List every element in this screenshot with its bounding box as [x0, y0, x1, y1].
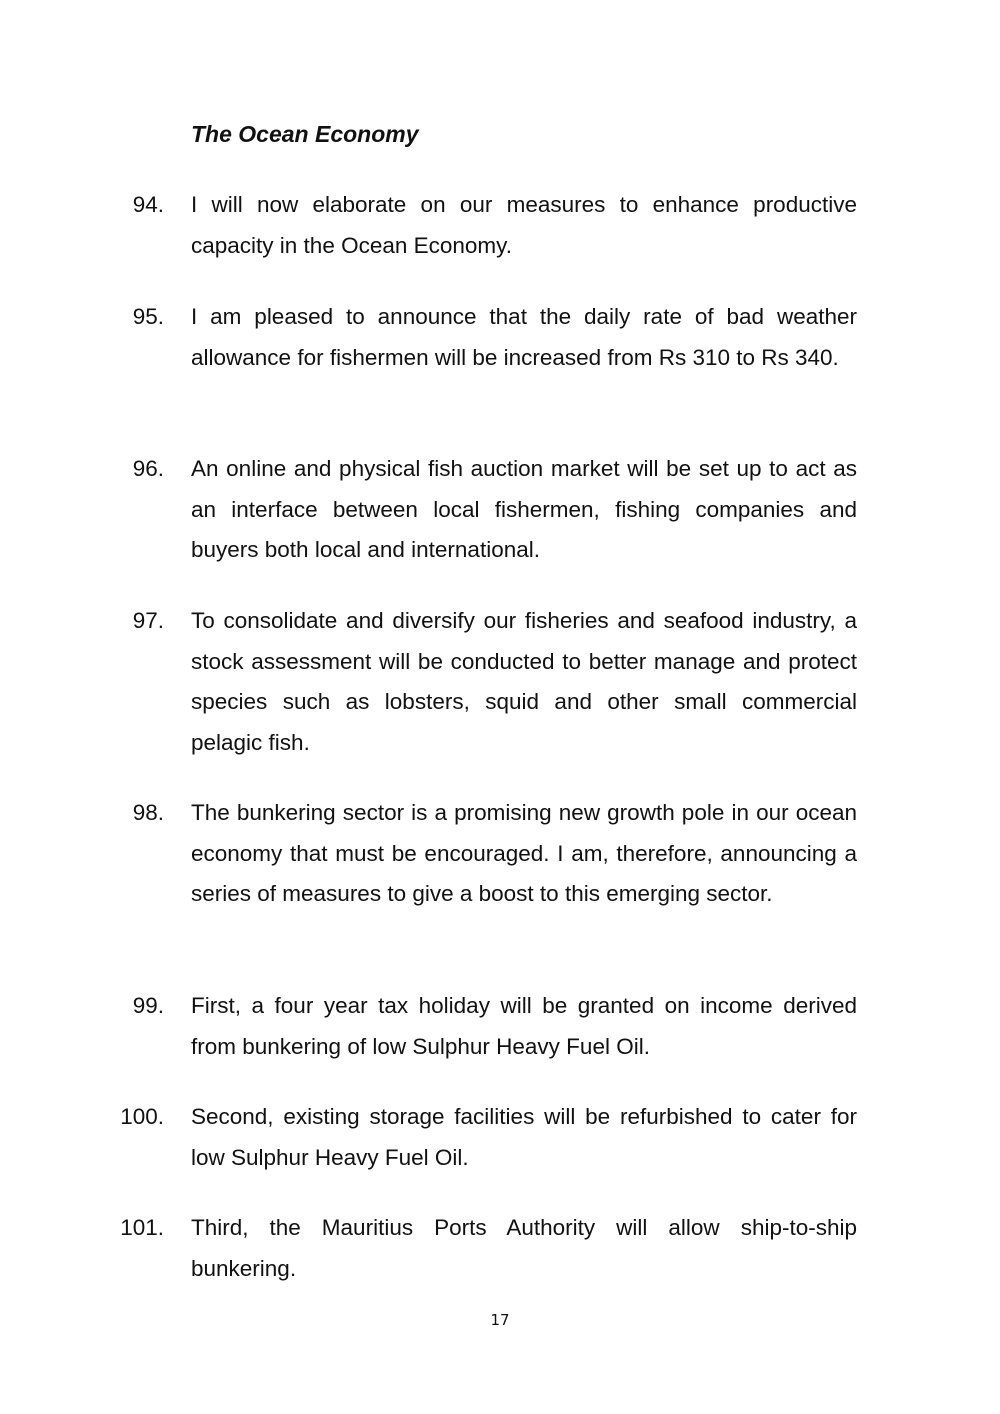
page-number: 17 — [490, 1311, 510, 1329]
paragraph-text: Second, existing storage facilities will be refurbished to cater for low Sulphur Heavy Fuel Oil. — [191, 1104, 857, 1170]
paragraph-number: 100. — [120, 1104, 164, 1129]
paragraph-text: Third, the Mauritius Ports Authority will allow ship-to-ship bunkering. — [191, 1215, 857, 1281]
paragraph-number: 98. — [132, 800, 164, 825]
paragraph-text: First, a four year tax holiday will be granted on income derived from bunkering of low Sulphur Heavy Fuel Oil. — [191, 993, 857, 1059]
paragraph-text: The bunkering sector is a promising new growth pole in our ocean economy that must be encouraged. I am, therefore, announcing a series of measures to give a boost to this emerging sector. — [191, 800, 857, 907]
paragraph-text: I will now elaborate on our measures to enhance productive capacity in the Ocean Economy. — [191, 192, 857, 258]
paragraph-number: 94. — [132, 192, 164, 217]
section-heading: The Ocean Economy — [191, 121, 419, 147]
paragraph-text: To consolidate and diversify our fisheries and seafood industry, a stock assessment will be conducted to better manage and protect species such as lobsters, squid and other small commercial pelagic fish. — [191, 608, 857, 755]
paragraph-text: I am pleased to announce that the daily rate of bad weather allowance for fishermen will be increased from Rs 310 to Rs 340. — [191, 304, 857, 370]
paragraph-number: 99. — [132, 993, 164, 1018]
paragraph-number: 95. — [132, 304, 164, 329]
paragraph-text: An online and physical fish auction market will be set up to act as an interface between local fishermen, fishing companies and buyers both local and international. — [191, 456, 857, 563]
paragraph-number: 96. — [132, 456, 164, 481]
paragraph-number: 101. — [120, 1215, 164, 1240]
paragraph-number: 97. — [132, 608, 164, 633]
